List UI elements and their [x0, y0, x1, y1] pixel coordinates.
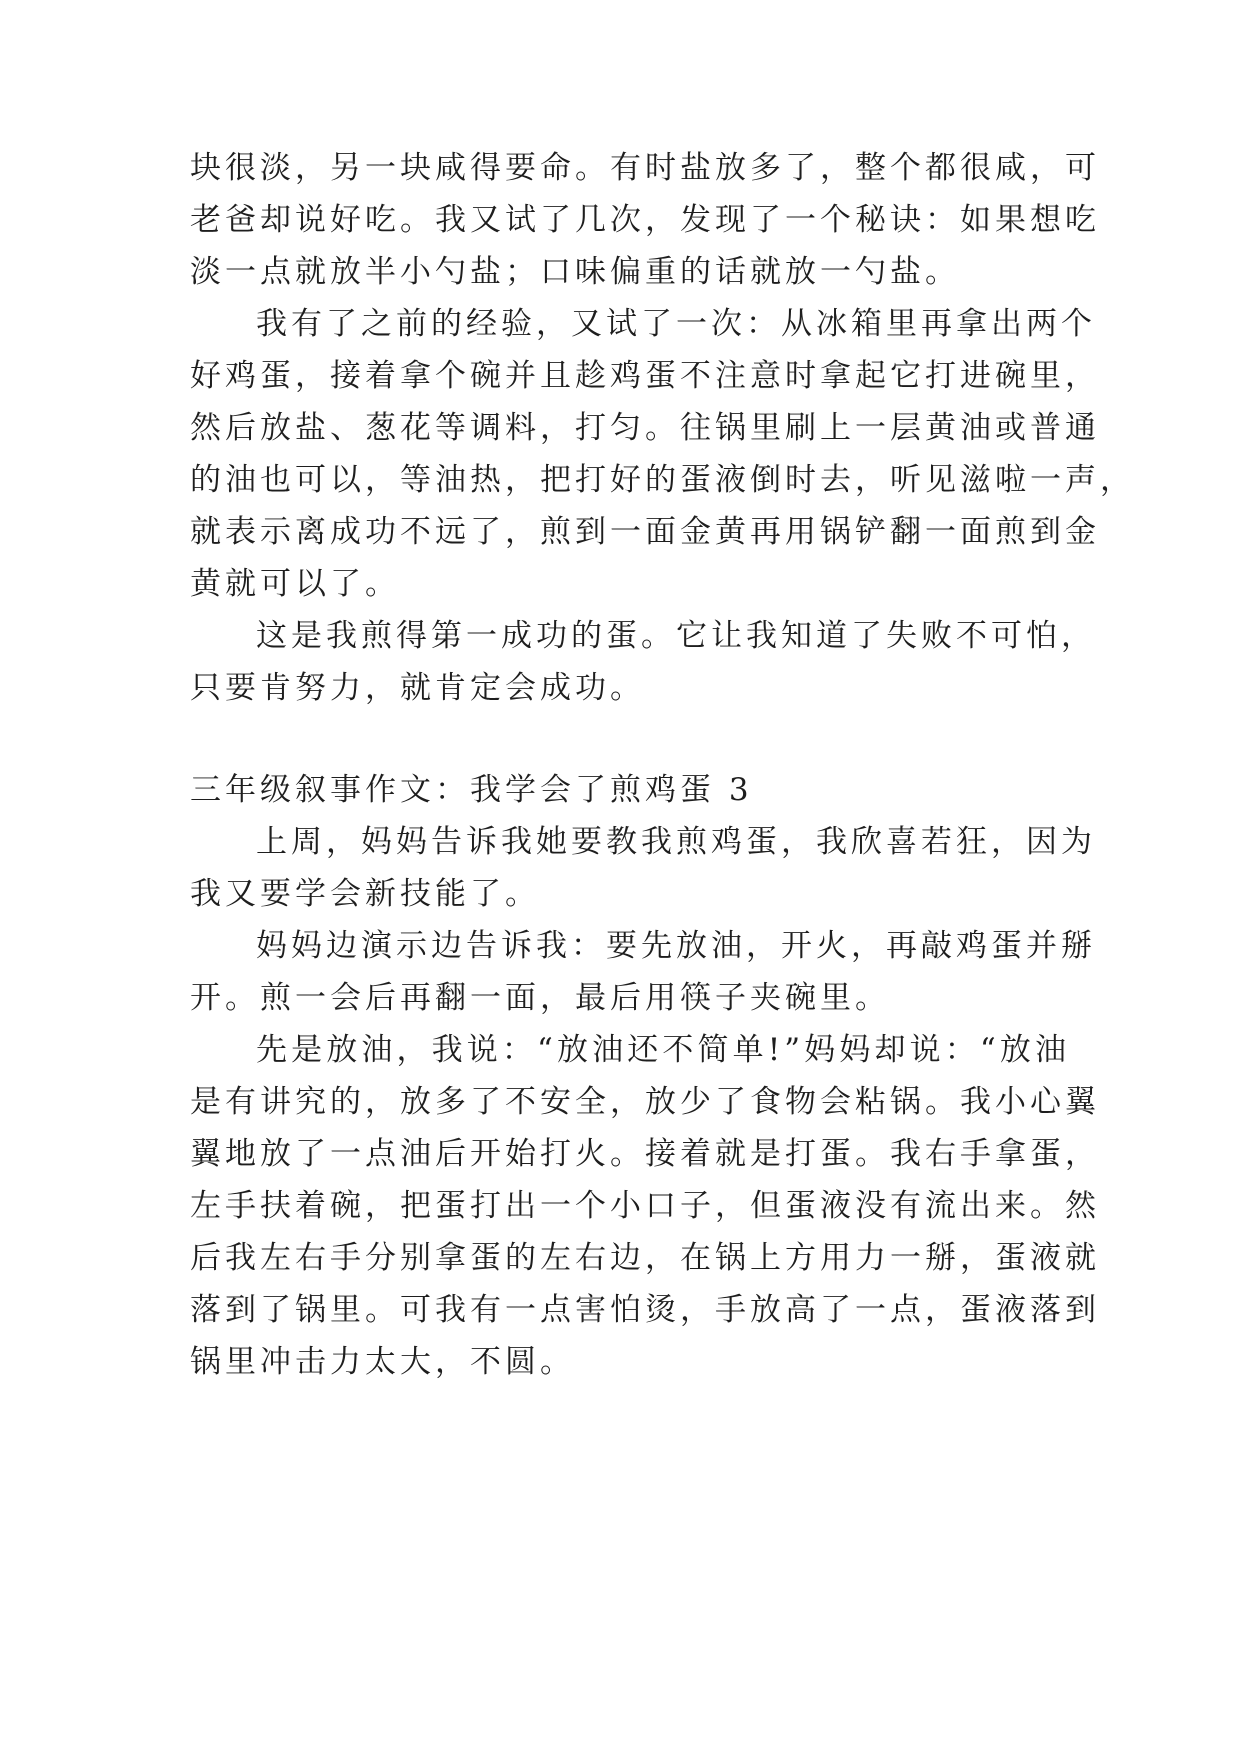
- paragraph-line: 翼地放了一点油后开始打火。接着就是打蛋。我右手拿蛋，: [190, 1136, 1100, 1172]
- paragraph-line: 黄就可以了。: [190, 566, 400, 602]
- paragraph-line: 就表示离成功不远了，煎到一面金黄再用锅铲翻一面煎到金: [190, 514, 1100, 550]
- paragraph-line: 我有了之前的经验，又试了一次：从冰箱里再拿出两个: [256, 306, 1096, 342]
- paragraph-line: 上周，妈妈告诉我她要教我煎鸡蛋，我欣喜若狂，因为: [256, 824, 1096, 860]
- paragraph-line: 好鸡蛋，接着拿个碗并且趁鸡蛋不注意时拿起它打进碗里，: [190, 358, 1100, 394]
- paragraph-line: 我又要学会新技能了。: [190, 876, 540, 912]
- paragraph-line: 这是我煎得第一成功的蛋。它让我知道了失败不可怕，: [256, 618, 1096, 654]
- paragraph-line: 锅里冲击力太大，不圆。: [190, 1344, 575, 1380]
- section-title: 三年级叙事作文：我学会了煎鸡蛋 3: [190, 772, 753, 808]
- paragraph-line: 块很淡，另一块咸得要命。有时盐放多了，整个都很咸，可: [190, 150, 1100, 186]
- paragraph-line: 落到了锅里。可我有一点害怕烫，手放高了一点，蛋液落到: [190, 1292, 1100, 1328]
- paragraph-line: 妈妈边演示边告诉我：要先放油，开火，再敲鸡蛋并掰: [256, 928, 1096, 964]
- paragraph-line: 淡一点就放半小勺盐；口味偏重的话就放一勺盐。: [190, 254, 960, 290]
- paragraph-line: 只要肯努力，就肯定会成功。: [190, 670, 645, 706]
- paragraph-line: 的油也可以，等油热，把打好的蛋液倒时去，听见滋啦一声，: [190, 462, 1135, 498]
- paragraph-line: 左手扶着碗，把蛋打出一个小口子，但蛋液没有流出来。然: [190, 1188, 1100, 1224]
- paragraph-line: 先是放油，我说：“放油还不简单!”妈妈却说：“放油: [256, 1032, 1070, 1068]
- paragraph-line: 后我左右手分别拿蛋的左右边，在锅上方用力一掰，蛋液就: [190, 1240, 1100, 1276]
- paragraph-line: 开。煎一会后再翻一面，最后用筷子夹碗里。: [190, 980, 890, 1016]
- paragraph-line: 是有讲究的，放多了不安全，放少了食物会粘锅。我小心翼: [190, 1084, 1100, 1120]
- paragraph-line: 然后放盐、葱花等调料，打匀。往锅里刷上一层黄油或普通: [190, 410, 1100, 446]
- paragraph-line: 老爸却说好吃。我又试了几次，发现了一个秘诀：如果想吃: [190, 202, 1100, 238]
